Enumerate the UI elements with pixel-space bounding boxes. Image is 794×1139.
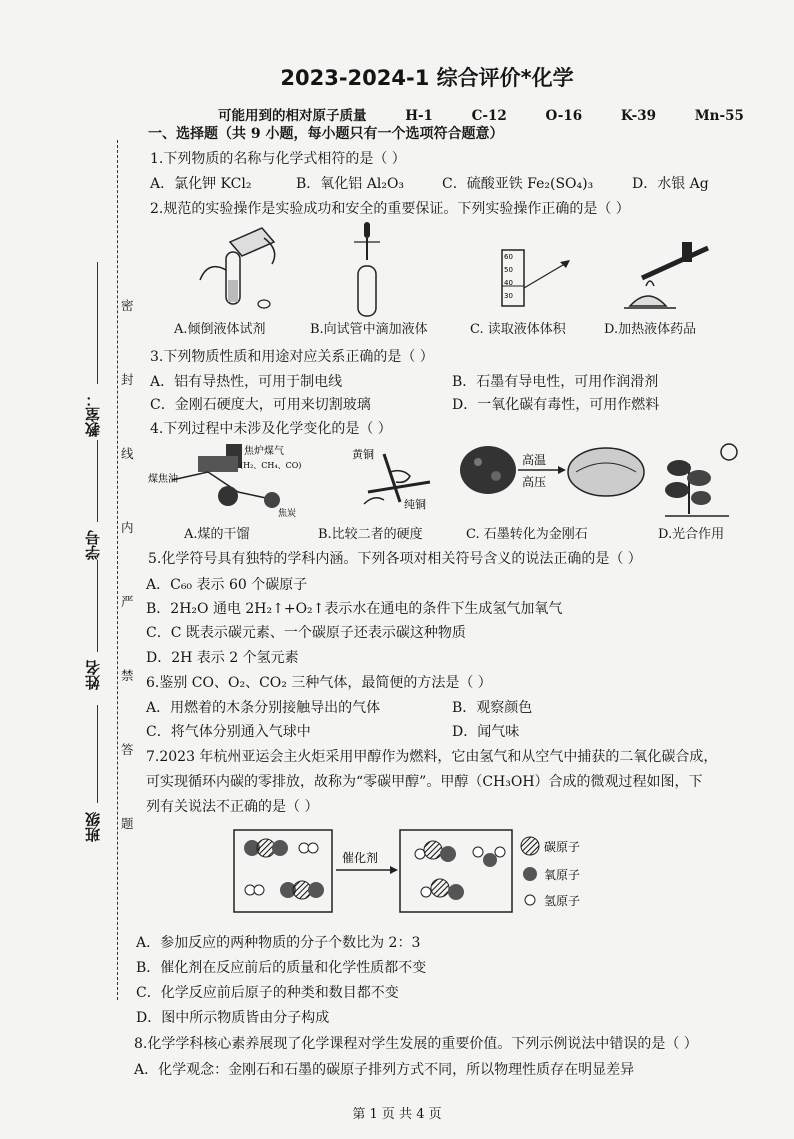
cylinder-tick: 60 [504,253,513,261]
q7-option-b: B．催化剂在反应前后的质量和化学性质都不变 [136,960,427,976]
page-number: 第 1 页 共 4 页 [352,1107,442,1122]
q3-stem: 3.下列物质性质和用途对应关系正确的是（ ） [150,349,434,365]
label-name: 姓名 [84,660,102,690]
label-classroom: 教室： [84,392,102,437]
graphite-diamond-figure [458,440,648,520]
q1-stem: 1.下列物质的名称与化学式相符的是（ ） [150,151,406,167]
atomic-masses [218,104,778,124]
cylinder-tick: 50 [504,266,513,274]
q7-line2: 可实现循环内碳的零排放，故称为“零碳甲醇”。甲醇（CH₃OH）合成的微观过程如图，下 [146,774,703,790]
q7-option-a: A．参加反应的两种物质的分子个数比为 2：3 [136,935,421,951]
catalyst-label: 催化剂 [342,851,379,865]
pour-liquid-figure [180,220,300,320]
q1-option-b: B．氧化铝 Al₂O₃ [296,176,405,192]
q2-caption-a: A.倾倒液体试剂 [174,322,266,337]
section-heading: 一、选择题（共 9 小题，每小题只有一个选项符合题意） [148,126,504,142]
mass-h: H-1 [405,108,433,124]
q1-option-d: D．水银 Ag [632,176,709,192]
q2-caption-c: C. 读取液体体积 [470,322,566,337]
q1-option-a: A．氯化钾 KCl₂ [150,176,252,192]
high-temp-label: 高温 [522,453,547,467]
photosynthesis-figure [655,440,745,520]
classroom-underline [97,262,98,384]
seal-char: 内 [121,520,134,535]
legend-hydrogen: 氢原子 [544,894,581,908]
q4-caption-c: C. 石墨转化为金刚石 [466,527,588,542]
cylinder-tick: 40 [504,279,513,287]
label-class: 班级 [84,812,102,842]
methanol-synthesis-diagram [230,826,650,918]
coal-distillation-figure [148,442,323,520]
q5-option-b: B．2H₂O 通电 2H₂↑+O₂↑表示水在通电的条件下生成氢气加氧气 [146,601,563,617]
seal-char: 答 [121,742,134,757]
seal-dashed-line [117,140,118,1000]
alcohol-lamp-figure [620,238,720,318]
coke-label: 焦炭 [278,509,297,519]
q2-stem: 2.规范的实验操作是实验成功和安全的重要保证。下列实验操作正确的是（ ） [150,201,630,217]
high-pressure-label: 高压 [522,475,547,489]
q5-stem: 5.化学符号具有独特的学科内涵。下列各项对相关符号含义的说法正确的是（ ） [148,551,642,567]
carbon-atom-legend-icon [521,837,539,855]
q4-caption-a: A.煤的干馏 [184,527,250,542]
seal-char: 禁 [121,668,134,683]
q7-option-d: D．图中所示物质皆由分子构成 [136,1010,330,1026]
dropper-figure [340,218,400,318]
q5-option-c: C．C 既表示碳元素、一个碳原子还表示碳这种物质 [146,625,466,641]
q3-option-c: C．金刚石硬度大，可用来切割玻璃 [150,397,371,413]
oxygen-atom-legend-icon [523,867,537,881]
q7-line3: 列有关说法不正确的是（ ） [146,799,319,815]
coke-gas-composition: (H₂、CH₄、CO) [240,461,302,470]
q5-option-a: A．C₆₀ 表示 60 个碳原子 [146,577,308,593]
q6-option-b: B．观察颜色 [452,700,533,716]
q7-line1: 7.2023 年杭州亚运会主火炬采用甲醇作为燃料，它由氢气和从空气中捕获的二氧化碳合成， [146,749,718,765]
mass-o: O-16 [545,108,583,124]
q8-option-a: A．化学观念：金刚石和石墨的碳原子排列方式不同，所以物理性质存在明显差异 [134,1062,635,1078]
q6-option-c: C．将气体分别通入气球中 [146,724,311,740]
q1-option-c: C．硫酸亚铁 Fe₂(SO₄)₃ [442,176,594,192]
legend-carbon: 碳原子 [544,840,581,854]
q5-option-d: D．2H 表示 2 个氢元素 [146,650,299,666]
seal-char: 严 [121,594,134,609]
q6-option-d: D．闻气味 [452,724,520,740]
q4-stem: 4.下列过程中未涉及化学变化的是（ ） [150,421,392,437]
masses-label: 可能用到的相对原子质量 [218,108,367,124]
label-student-id: 学号 [84,530,102,560]
brass-label: 黄铜 [352,448,374,461]
page-title: 2023-2024-1 综合评价*化学 [280,66,574,90]
seal-char: 线 [121,446,134,461]
brass-copper-figure [340,442,450,520]
pure-copper-label: 纯铜 [404,498,426,511]
q4-caption-b: B.比较二者的硬度 [318,527,423,542]
student-id-underline [97,440,98,522]
q3-option-a: A．铝有导热性，可用于制电线 [150,374,343,390]
q3-option-d: D．一氧化碳有毒性，可用作燃料 [452,397,660,413]
name-underline [97,560,98,652]
q6-stem: 6.鉴别 CO、O₂、CO₂ 三种气体，最简便的方法是（ ） [146,675,492,691]
graduated-cylinder-figure [496,248,576,308]
mass-c: C-12 [471,108,507,124]
seal-char: 密 [121,298,134,313]
q2-caption-b: B.向试管中滴加液体 [310,322,428,337]
q8-stem: 8.化学学科核心素养展现了化学课程对学生发展的重要价值。下列示例说法中错误的是（ ） [134,1036,698,1052]
q3-option-b: B．石墨有导电性，可用作润滑剂 [452,374,659,390]
class-underline [97,705,98,803]
coke-gas-label: 焦炉煤气 [244,446,284,457]
seal-char: 题 [121,816,134,831]
seal-char: 封 [121,372,134,387]
cylinder-tick: 30 [504,292,513,300]
q4-caption-d: D.光合作用 [658,527,725,542]
q6-option-a: A．用燃着的木条分别接触导出的气体 [146,700,381,716]
q7-option-c: C．化学反应前后原子的种类和数目都不变 [136,985,399,1001]
legend-oxygen: 氧原子 [544,868,581,882]
mass-mn: Mn-55 [694,108,744,124]
q2-caption-d: D.加热液体药品 [604,322,697,337]
coal-tar-label: 煤焦油 [148,474,178,485]
hydrogen-atom-legend-icon [525,895,535,905]
mass-k: K-39 [620,108,657,124]
